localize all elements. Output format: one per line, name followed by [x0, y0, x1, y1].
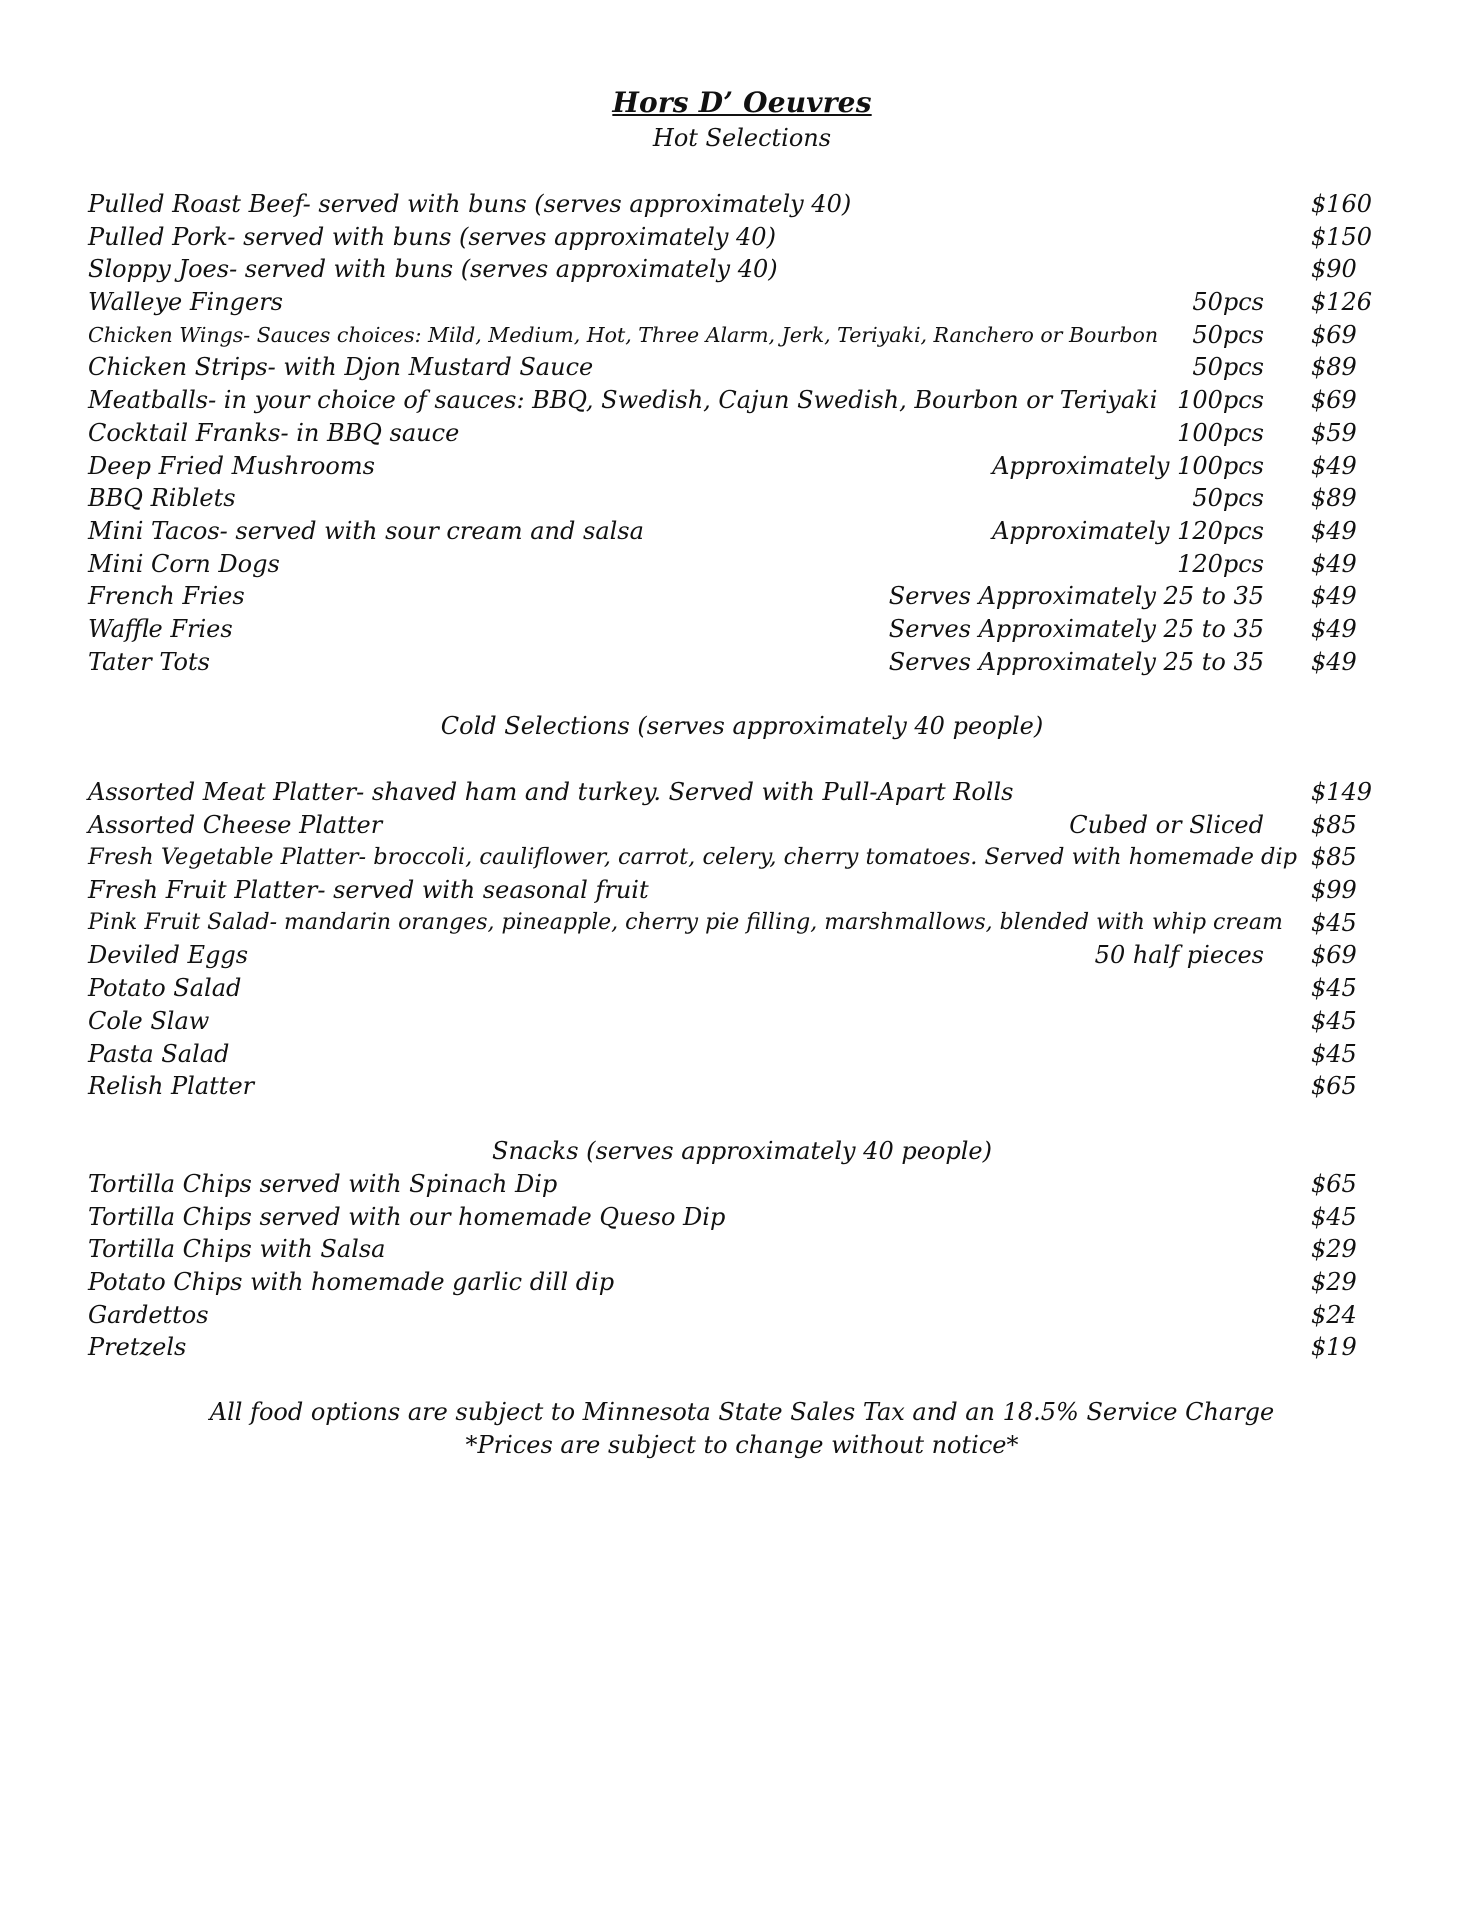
menu-item-quantity: 50pcs	[1192, 353, 1264, 382]
menu-item-quantity: Cubed or Sliced	[1069, 810, 1264, 839]
menu-item-price: $24	[1311, 1300, 1357, 1329]
menu-item-row	[88, 874, 1378, 907]
menu-item-name: Tater Tots	[88, 647, 210, 676]
menu-item-name: BBQ Riblets	[88, 484, 236, 513]
menu-item-name: Pink Fruit Salad- mandarin oranges, pineapple, cherry pie filling, marshmallows, blended with whip cream	[88, 909, 1283, 935]
menu-item-row	[88, 1331, 1378, 1364]
menu-item-row	[88, 1266, 1378, 1299]
menu-item-row	[88, 548, 1378, 581]
menu-item-name: Fresh Fruit Platter- served with seasonal fruit	[88, 876, 649, 905]
snacks-items-list	[88, 1168, 1378, 1364]
menu-item-row	[88, 319, 1378, 352]
menu-item-row	[88, 221, 1378, 254]
menu-item-row	[88, 1070, 1378, 1103]
menu-item-name: Pretzels	[88, 1333, 187, 1362]
menu-item-name: Assorted Meat Platter- shaved ham and turkey. Served with Pull-Apart Rolls	[88, 778, 1014, 806]
menu-item-row	[88, 1201, 1378, 1234]
menu-item-price: $69	[1311, 386, 1357, 415]
menu-item-row	[88, 482, 1378, 515]
menu-item-name: Potato Salad	[88, 974, 242, 1003]
menu-item-quantity: Approximately 120pcs	[992, 516, 1264, 545]
menu-item-name: Tortilla Chips with Salsa	[88, 1235, 386, 1264]
menu-item-row	[88, 646, 1378, 679]
menu-item-row	[88, 286, 1378, 319]
menu-item-row	[88, 450, 1378, 483]
menu-item-quantity: 50pcs	[1192, 288, 1264, 317]
menu-item-price: $45	[1311, 974, 1357, 1003]
menu-item-name: Waffle Fries	[88, 614, 233, 643]
menu-item-quantity: 120pcs	[1177, 549, 1264, 578]
menu-item-row	[88, 253, 1378, 286]
menu-item-name: Deviled Eggs	[88, 941, 249, 970]
menu-item-row	[88, 1299, 1378, 1332]
menu-item-row	[88, 1233, 1378, 1266]
menu-item-price: $29	[1311, 1268, 1357, 1297]
menu-item-price: $45	[1311, 1202, 1357, 1231]
menu-item-row	[88, 972, 1378, 1005]
menu-item-quantity: 100pcs	[1177, 386, 1264, 415]
menu-item-row	[88, 1168, 1378, 1201]
menu-item-row	[88, 384, 1378, 417]
menu-item-price: $99	[1311, 876, 1357, 905]
menu-item-row	[88, 841, 1378, 874]
menu-item-quantity: Approximately 100pcs	[992, 451, 1264, 480]
menu-item-name: Chicken Wings- Sauces choices: Mild, Medium, Hot, Three Alarm, Jerk, Teriyaki, Ranchero or Bourbon	[88, 322, 1159, 347]
snacks-section-heading: Snacks (serves approximately 40 people)	[492, 1137, 992, 1165]
page-title: Hors D’ Oeuvres	[612, 86, 872, 119]
menu-item-name: French Fries	[88, 582, 245, 611]
menu-item-price: $49	[1311, 582, 1357, 611]
hot-items-list	[88, 188, 1378, 678]
menu-item-name: Tortilla Chips served with Spinach Dip	[88, 1170, 558, 1198]
menu-item-quantity: 50pcs	[1192, 484, 1264, 513]
menu-item-price: $49	[1311, 451, 1357, 480]
menu-item-row	[88, 1005, 1378, 1038]
menu-item-name: Pulled Roast Beef- served with buns (serves approximately 40)	[88, 190, 852, 218]
cold-section-heading: Cold Selections (serves approximately 40 people)	[440, 712, 1044, 740]
footer-note	[0, 1396, 1484, 1462]
menu-item-name: Pulled Pork- served with buns (serves approximately 40)	[88, 222, 776, 251]
menu-item-quantity: Serves Approximately 25 to 35	[888, 582, 1264, 611]
menu-item-name: Potato Chips with homemade garlic dill dip	[88, 1268, 615, 1297]
menu-item-price: $85	[1311, 810, 1357, 839]
menu-item-name: Walleye Fingers	[88, 288, 283, 317]
menu-item-row	[88, 907, 1378, 940]
menu-item-price: $90	[1311, 255, 1357, 284]
menu-item-name: Pasta Salad	[88, 1039, 230, 1068]
menu-item-price: $69	[1311, 320, 1357, 349]
menu-item-row	[88, 515, 1378, 548]
menu-item-price: $149	[1311, 778, 1373, 806]
menu-item-quantity: 50pcs	[1192, 320, 1264, 349]
menu-item-quantity: Serves Approximately 25 to 35	[888, 614, 1264, 643]
menu-item-price: $65	[1311, 1170, 1357, 1198]
menu-item-name: Tortilla Chips served with our homemade Queso Dip	[88, 1202, 726, 1231]
menu-item-price: $49	[1311, 614, 1357, 643]
menu-item-price: $65	[1311, 1072, 1357, 1101]
menu-item-quantity: 100pcs	[1177, 418, 1264, 447]
menu-item-row	[88, 580, 1378, 613]
menu-item-price: $45	[1311, 1006, 1357, 1035]
menu-item-price: $150	[1311, 222, 1373, 251]
menu-item-name: Deep Fried Mushrooms	[88, 451, 375, 480]
menu-item-row	[88, 188, 1378, 221]
menu-item-name: Gardettos	[88, 1300, 209, 1329]
menu-item-price: $89	[1311, 484, 1357, 513]
menu-item-name: Cole Slaw	[88, 1006, 210, 1035]
menu-item-name: Assorted Cheese Platter	[88, 810, 383, 839]
menu-item-quantity: Serves Approximately 25 to 35	[888, 647, 1264, 676]
menu-item-row	[88, 351, 1378, 384]
menu-item-name: Fresh Vegetable Platter- broccoli, cauliflower, carrot, celery, cherry tomatoes. Served with homemade dip	[88, 844, 1298, 871]
menu-item-name: Mini Corn Dogs	[88, 549, 280, 578]
menu-item-price: $160	[1311, 190, 1373, 218]
menu-item-price: $59	[1311, 418, 1357, 447]
menu-item-row	[88, 809, 1378, 842]
menu-item-row	[88, 1038, 1378, 1071]
menu-item-price: $69	[1311, 941, 1357, 970]
menu-item-name: Cocktail Franks- in BBQ sauce	[88, 418, 460, 447]
menu-item-name: Sloppy Joes- served with buns (serves approximately 40)	[88, 255, 778, 284]
menu-item-price: $19	[1311, 1333, 1357, 1362]
menu-item-price: $49	[1311, 516, 1357, 545]
menu-item-price: $126	[1311, 288, 1373, 317]
cold-items-list	[88, 776, 1378, 1103]
menu-item-quantity: 50 half pieces	[1094, 941, 1264, 970]
price-change-notice: *Prices are subject to change without notice*	[465, 1431, 1019, 1459]
tax-notice: All food options are subject to Minnesota State Sales Tax and an 18.5% Service Charge	[209, 1398, 1275, 1426]
menu-item-row	[88, 417, 1378, 450]
menu-item-price: $45	[1311, 1039, 1357, 1068]
menu-item-row	[88, 776, 1378, 809]
menu-item-name: Relish Platter	[88, 1072, 255, 1101]
menu-item-name: Chicken Strips- with Djon Mustard Sauce	[88, 353, 594, 382]
menu-item-price: $29	[1311, 1235, 1357, 1264]
hot-section-heading: Hot Selections	[652, 124, 832, 152]
menu-item-price: $45	[1311, 908, 1357, 937]
menu-item-price: $49	[1311, 647, 1357, 676]
menu-item-name: Meatballs- in your choice of sauces: BBQ, Swedish, Cajun Swedish, Bourbon or Teriyaki	[88, 386, 1158, 415]
menu-item-price: $49	[1311, 549, 1357, 578]
menu-item-name: Mini Tacos- served with sour cream and salsa	[88, 516, 644, 545]
menu-item-price: $89	[1311, 353, 1357, 382]
menu-item-row	[88, 939, 1378, 972]
menu-item-row	[88, 613, 1378, 646]
menu-item-price: $85	[1311, 843, 1357, 872]
